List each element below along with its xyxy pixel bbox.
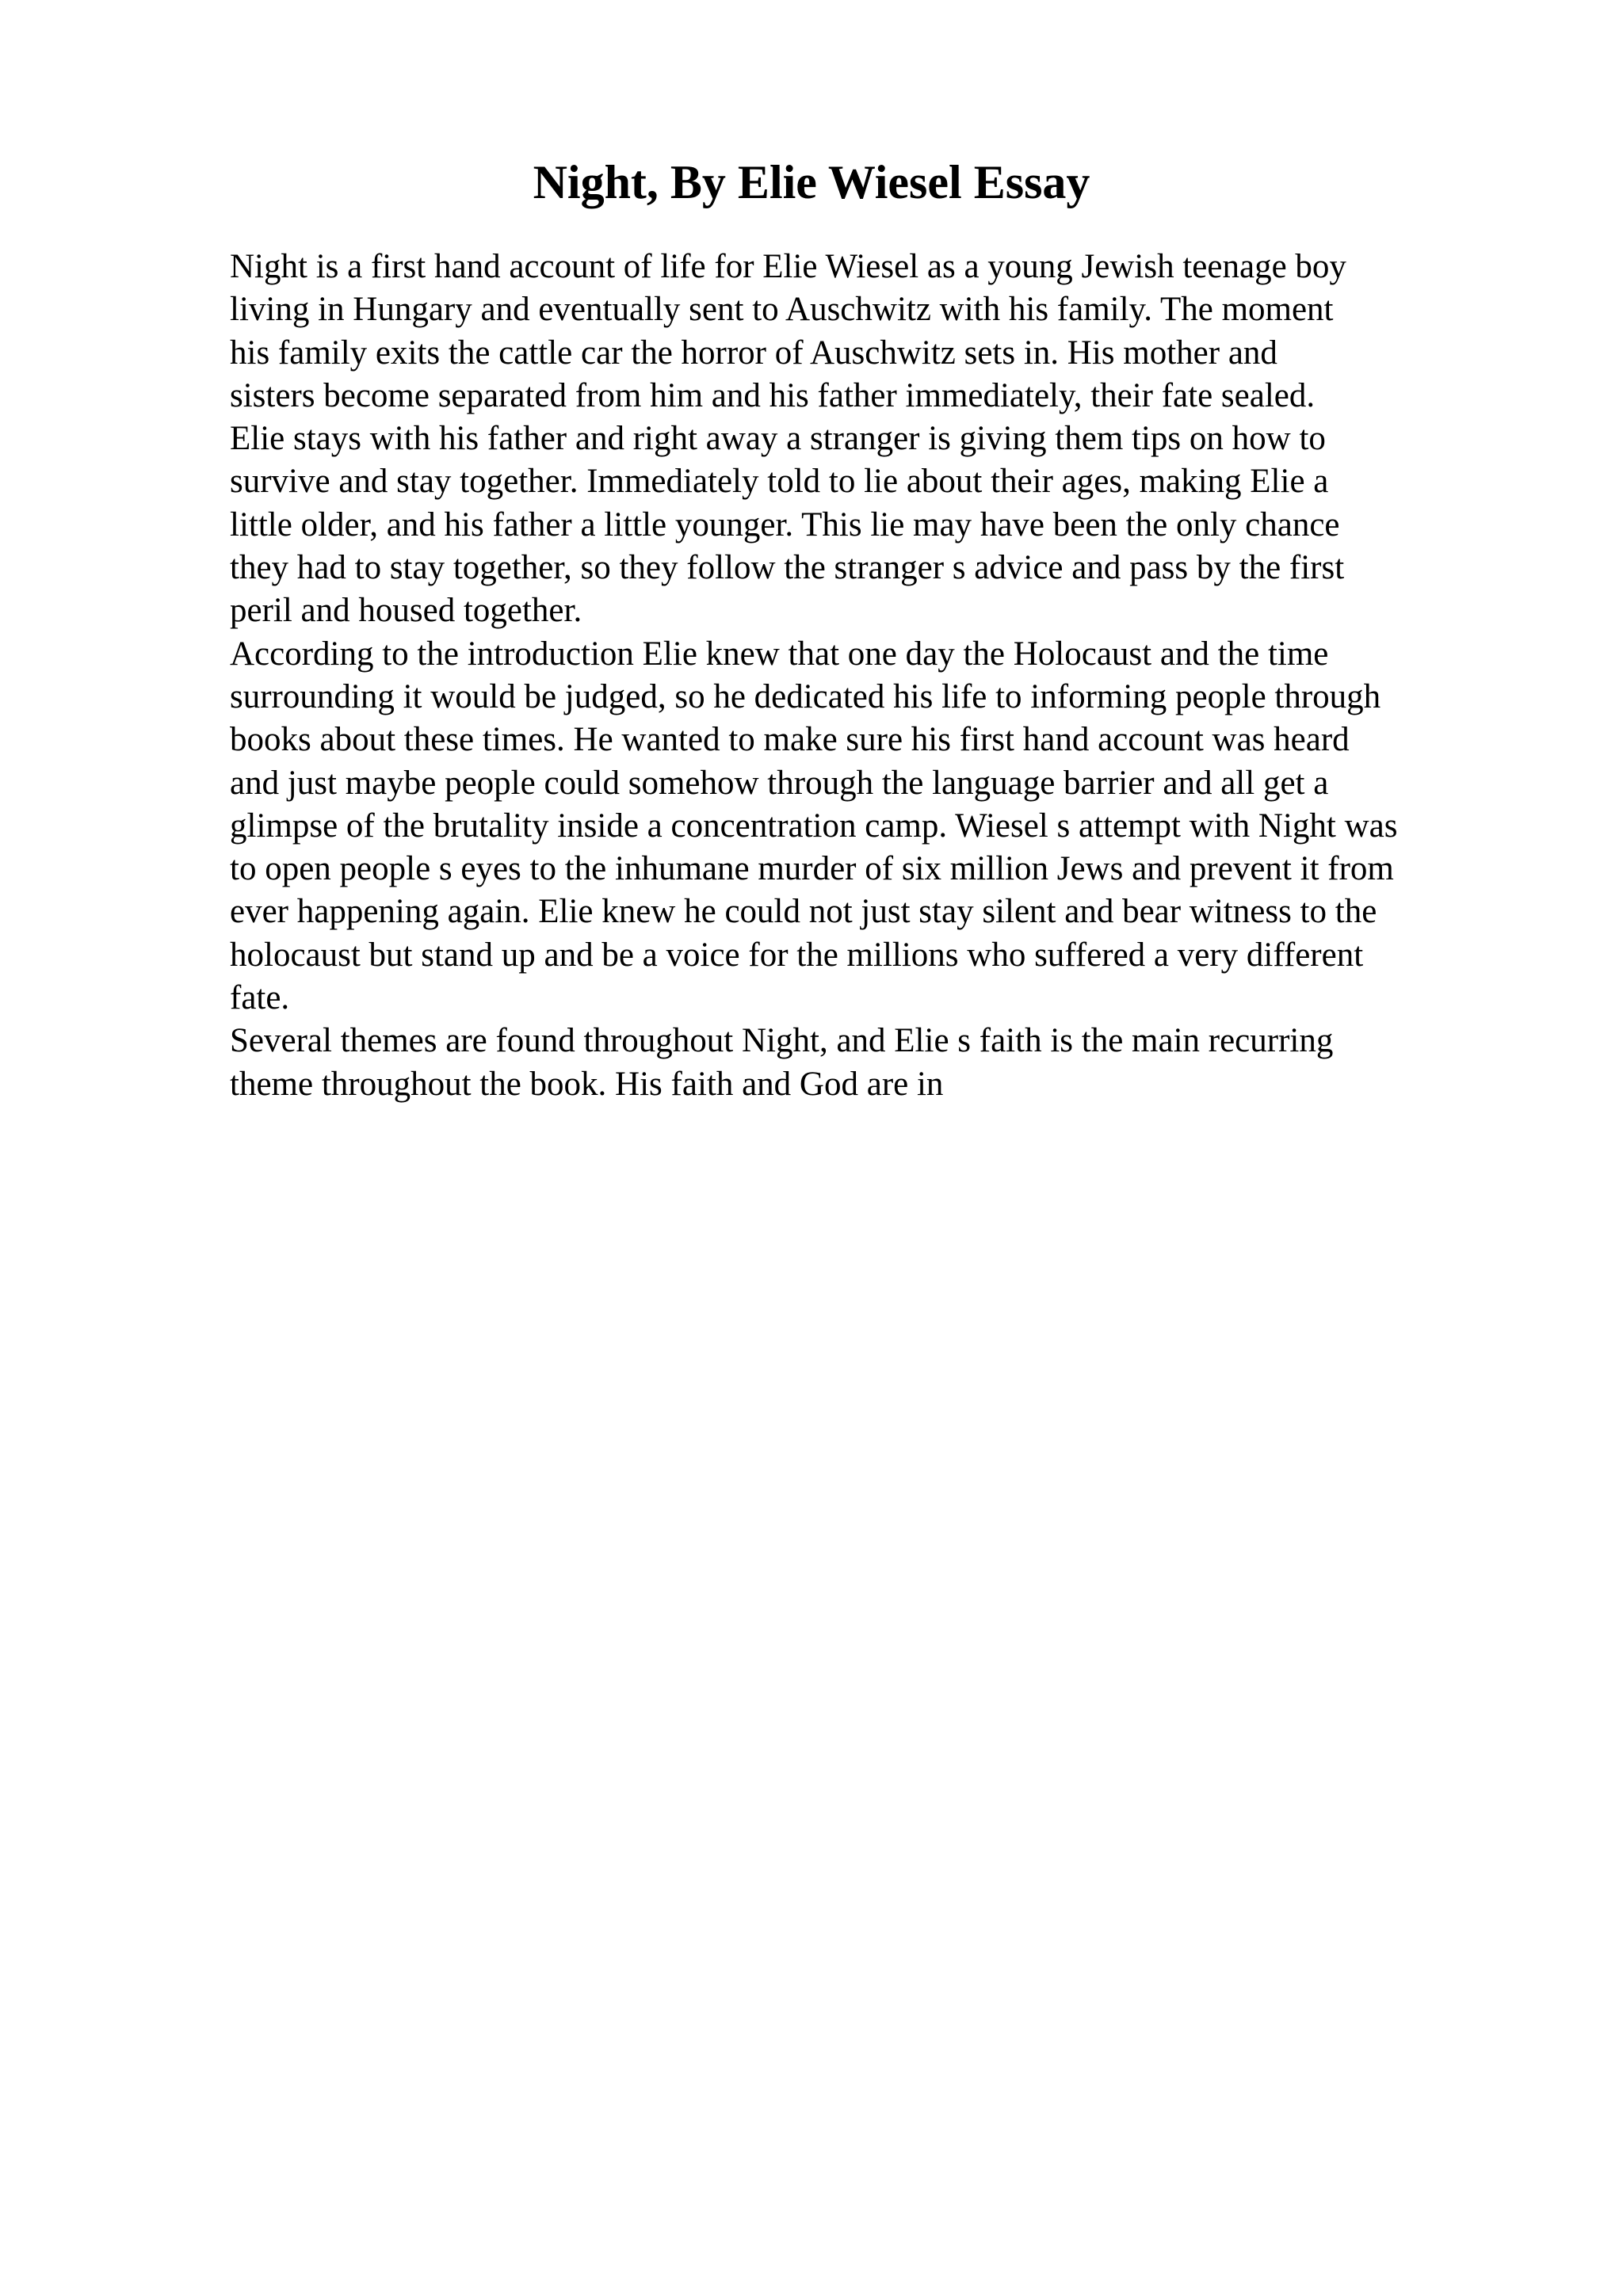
document-title: Night, By Elie Wiesel Essay: [533, 156, 1090, 208]
essay-body: [230, 246, 1514, 1106]
essay-line: Elie stays with his father and right away a stranger is giving them tips on how to: [230, 420, 1326, 458]
essay-line: sisters become separated from him and his father immediately, their fate sealed.: [230, 376, 1316, 414]
essay-line: ever happening again. Elie knew he could not just stay silent and bear witness to the: [230, 893, 1377, 931]
essay-line: to open people s eyes to the inhumane murder of six million Jews and prevent it from: [230, 850, 1394, 888]
essay-line: living in Hungary and eventually sent to Auschwitz with his family. The moment: [230, 291, 1334, 329]
essay-line: According to the introduction Elie knew that one day the Holocaust and the time: [230, 635, 1329, 673]
essay-line: surrounding it would be judged, so he dedicated his life to informing people through: [230, 677, 1381, 715]
essay-line: theme throughout the book. His faith and God are in: [230, 1065, 944, 1103]
essay-line: little older, and his father a little younger. This lie may have been the only chance: [230, 505, 1340, 543]
essay-line: fate.: [230, 979, 290, 1017]
essay-line: Several themes are found throughout Night, and Elie s faith is the main recurring: [230, 1022, 1334, 1060]
essay-line: Night is a first hand account of life for Elie Wiesel as a young Jewish teenage boy: [230, 248, 1346, 285]
essay-line: survive and stay together. Immediately told to lie about their ages, making Elie a: [230, 463, 1329, 501]
essay-line: his family exits the cattle car the horror of Auschwitz sets in. His mother and: [230, 334, 1277, 372]
essay-line: glimpse of the brutality inside a concentration camp. Wiesel s attempt with Night was: [230, 807, 1398, 845]
essay-line: and just maybe people could somehow through the language barrier and all get a: [230, 764, 1329, 802]
essay-line: they had to stay together, so they follow the stranger s advice and pass by the first: [230, 549, 1345, 587]
essay-line: books about these times. He wanted to make sure his first hand account was heard: [230, 721, 1350, 759]
essay-line: holocaust but stand up and be a voice for the millions who suffered a very different: [230, 936, 1364, 974]
essay-line: peril and housed together.: [230, 592, 582, 630]
